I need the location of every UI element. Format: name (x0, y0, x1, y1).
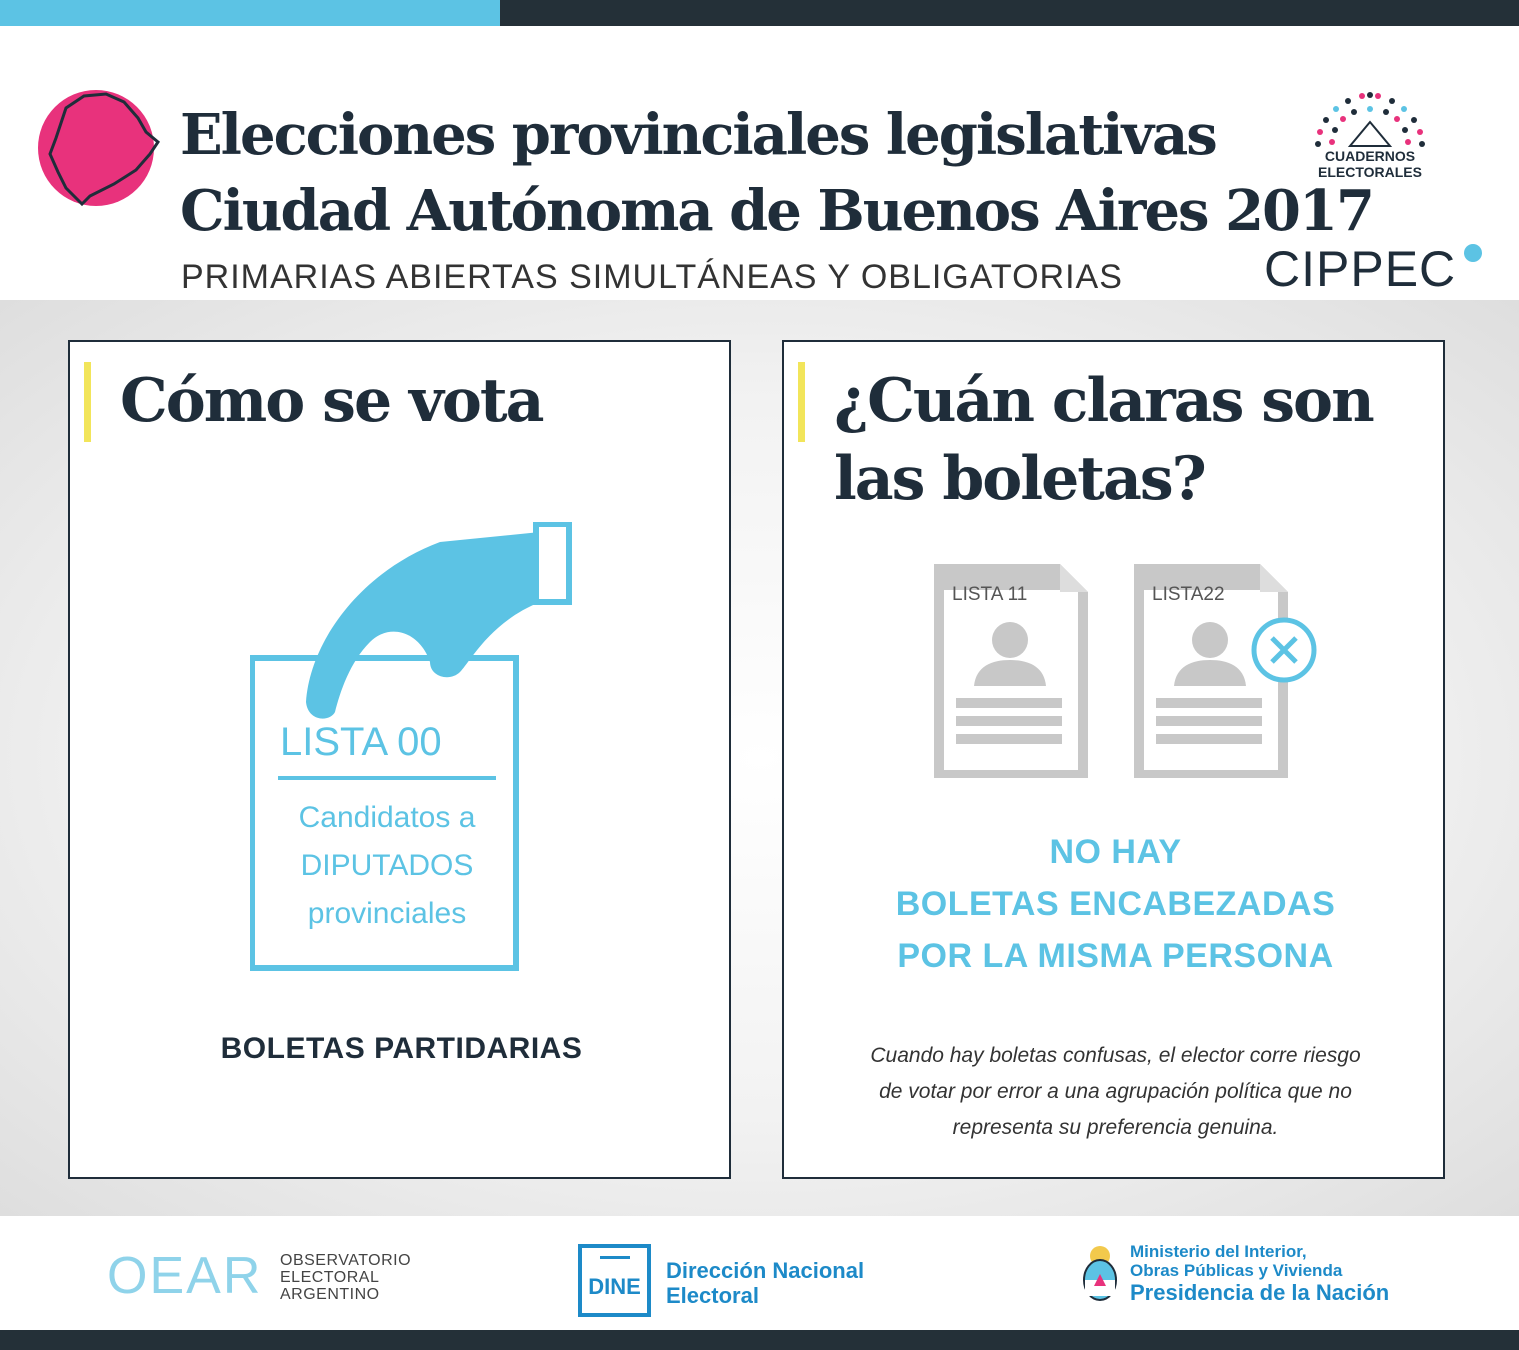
header (0, 26, 1519, 300)
top-bar (0, 0, 1519, 26)
oear-line-1: OBSERVATORIO (280, 1252, 412, 1269)
ballot-clarity-title (834, 362, 1373, 518)
cuadernos-line-2: ELECTORALES (1318, 164, 1422, 180)
oear-name (280, 1252, 411, 1303)
ministry-name (1130, 1242, 1389, 1306)
content-area (0, 300, 1519, 1216)
clarity-explanation (824, 1038, 1407, 1146)
how-to-vote-card (68, 340, 731, 1179)
ballot-line-1: Candidatos a (298, 801, 476, 834)
cippec-dot-icon (1464, 244, 1482, 262)
title-line-2: las boletas? (834, 444, 1205, 514)
title-line-2: Ciudad Autónoma de Buenos Aires 2017 (180, 178, 1373, 244)
title-accent-bar (798, 362, 805, 442)
clarity-message (784, 826, 1447, 982)
title-accent-bar (84, 362, 91, 442)
explain-line-3: representa su preferencia genuina. (952, 1116, 1279, 1139)
oear-line-2: ELECTORAL (280, 1269, 380, 1286)
ballot-list-number: LISTA 00 (280, 720, 442, 764)
cuadernos-electorales-logo (1302, 88, 1438, 180)
dine-logo: DINE (578, 1244, 651, 1317)
explain-line-2: de votar por error a una agrupación política que no (879, 1080, 1352, 1103)
bottom-bar (0, 1330, 1519, 1350)
title-line-1: Elecciones provinciales legislativas (180, 102, 1216, 168)
national-coat-of-arms-icon (1078, 1242, 1122, 1306)
ministry-line-3: Presidencia de la Nación (1130, 1280, 1390, 1305)
subtitle: PRIMARIAS ABIERTAS SIMULTÁNEAS Y OBLIGATORIAS (181, 258, 1123, 296)
message-line-2: BOLETAS ENCABEZADAS (895, 885, 1336, 923)
top-bar-accent (0, 0, 500, 26)
ballot-type-caption: BOLETAS PARTIDARIAS (220, 1032, 583, 1065)
cippec-logo: CIPPEC (1264, 241, 1457, 297)
footer-logos (0, 1216, 1519, 1328)
doc-2-label: LISTA22 (1152, 584, 1225, 605)
ballot-clarity-card (782, 340, 1445, 1179)
how-to-vote-title: Cómo se vota (120, 366, 543, 436)
oear-line-3: ARGENTINO (280, 1286, 380, 1303)
ballot-line-3: provinciales (307, 897, 467, 930)
ballot-candidates (252, 794, 522, 938)
oear-logo: OEAR (107, 1247, 263, 1305)
dine-name (666, 1258, 864, 1308)
buenos-aires-map-icon (36, 88, 162, 214)
message-line-1: NO HAY (1049, 833, 1182, 871)
ministry-line-1: Ministerio del Interior, (1130, 1242, 1307, 1261)
ballot-line-2: DIPUTADOS (300, 849, 474, 882)
ministry-line-2: Obras Públicas y Vivienda (1130, 1261, 1343, 1280)
dine-line-1: Dirección Nacional (666, 1258, 865, 1283)
message-line-3: POR LA MISMA PERSONA (897, 937, 1334, 975)
hemicycle-icon (1310, 88, 1430, 148)
doc-1-label: LISTA 11 (952, 584, 1028, 605)
dine-line-2: Electoral (666, 1283, 759, 1308)
title-line-1: ¿Cuán claras son (834, 366, 1373, 436)
explain-line-1: Cuando hay boletas confusas, el elector corre riesgo (870, 1044, 1361, 1067)
cuadernos-line-1: CUADERNOS (1324, 148, 1416, 164)
